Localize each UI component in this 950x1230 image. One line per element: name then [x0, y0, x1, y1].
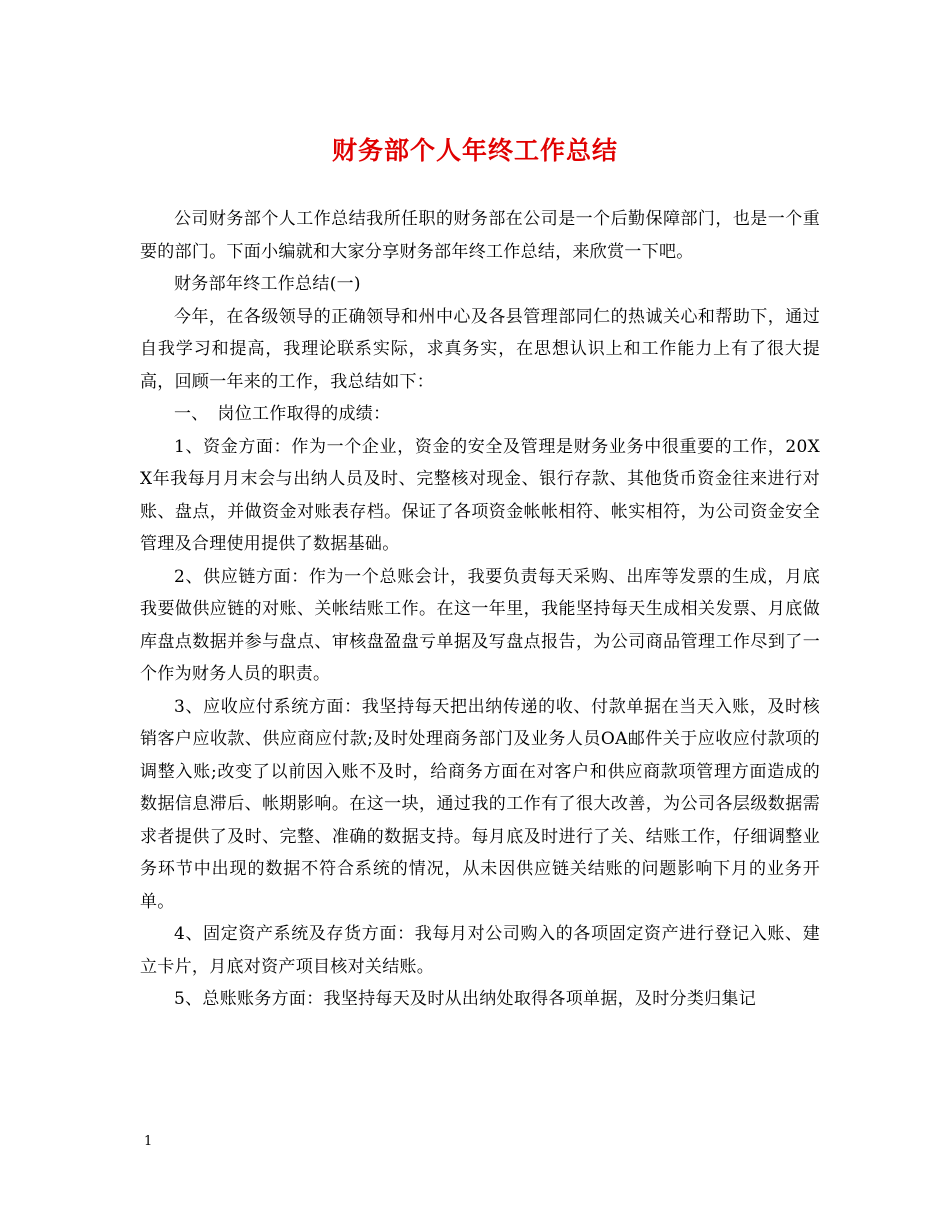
paragraph-receivables-payables: 3、应收应付系统方面：我坚持每天把出纳传递的收、付款单据在当天入账，及时核销客户应收款、供应商应付款;及时处理商务部门及业务人员OA邮件关于应收应付款项的调整入账;改变了以前因入账不及时，给商务方面在对客户和供应商款项管理方面造成的数据信息滞后、帐期影响。在这一块，通过我的工作有了很大改善，为公司各层级数据需求者提供了及时、完整、准确的数据支持。每月底及时进行了关、结账工作，仔细调整业务环节中出现的数据不符合系统的情况，从未因供应链关结账的问题影响下月的业务开单。	[140, 696, 820, 912]
paragraph-supply-chain: 2、供应链方面：作为一个总账会计，我要负责每天采购、出库等发票的生成，月底我要做供应链的对账、关帐结账工作。在这一年里，我能坚持每天生成相关发票、月底做库盘点数据并参与盘点、审核盘盈盘亏单据及写盘点报告，为公司商品管理工作尽到了一个作为财务人员的职责。	[140, 566, 820, 684]
page-number: 1	[144, 1134, 153, 1149]
section-heading-summary-one: 财务部年终工作总结(一)	[174, 274, 361, 294]
paragraph-intro: 公司财务部个人工作总结我所任职的财务部在公司是一个后勤保障部门，也是一个重要的部门。下面小编就和大家分享财务部年终工作总结，来欣赏一下吧。	[140, 209, 820, 262]
paragraph-general-ledger: 5、总账账务方面：我坚持每天及时从出纳处取得各项单据，及时分类归集记	[174, 989, 757, 1009]
section-heading-achievements: 一、 岗位工作取得的成绩：	[174, 404, 391, 424]
document-body	[140, 203, 820, 1016]
document-title: 财务部个人年终工作总结	[331, 136, 618, 165]
paragraph-overview: 今年，在各级领导的正确领导和州中心及各县管理部同仁的热诚关心和帮助下，通过自我学习和提高，我理论联系实际，求真务实，在思想认识上和工作能力上有了很大提高，回顾一年来的工作，我总结如下：	[140, 306, 820, 392]
paragraph-fixed-assets: 4、固定资产系统及存货方面：我每月对公司购入的各项固定资产进行登记入账、建立卡片，月底对资产项目核对关结账。	[140, 924, 820, 977]
paragraph-funds: 1、资金方面：作为一个企业，资金的安全及管理是财务业务中很重要的工作，20XX年我每月月末会与出纳人员及时、完整核对现金、银行存款、其他货币资金往来进行对账、盘点，并做资金对账表存档。保证了各项资金帐帐相符、帐实相符，为公司资金安全管理及合理使用提供了数据基础。	[140, 436, 820, 554]
